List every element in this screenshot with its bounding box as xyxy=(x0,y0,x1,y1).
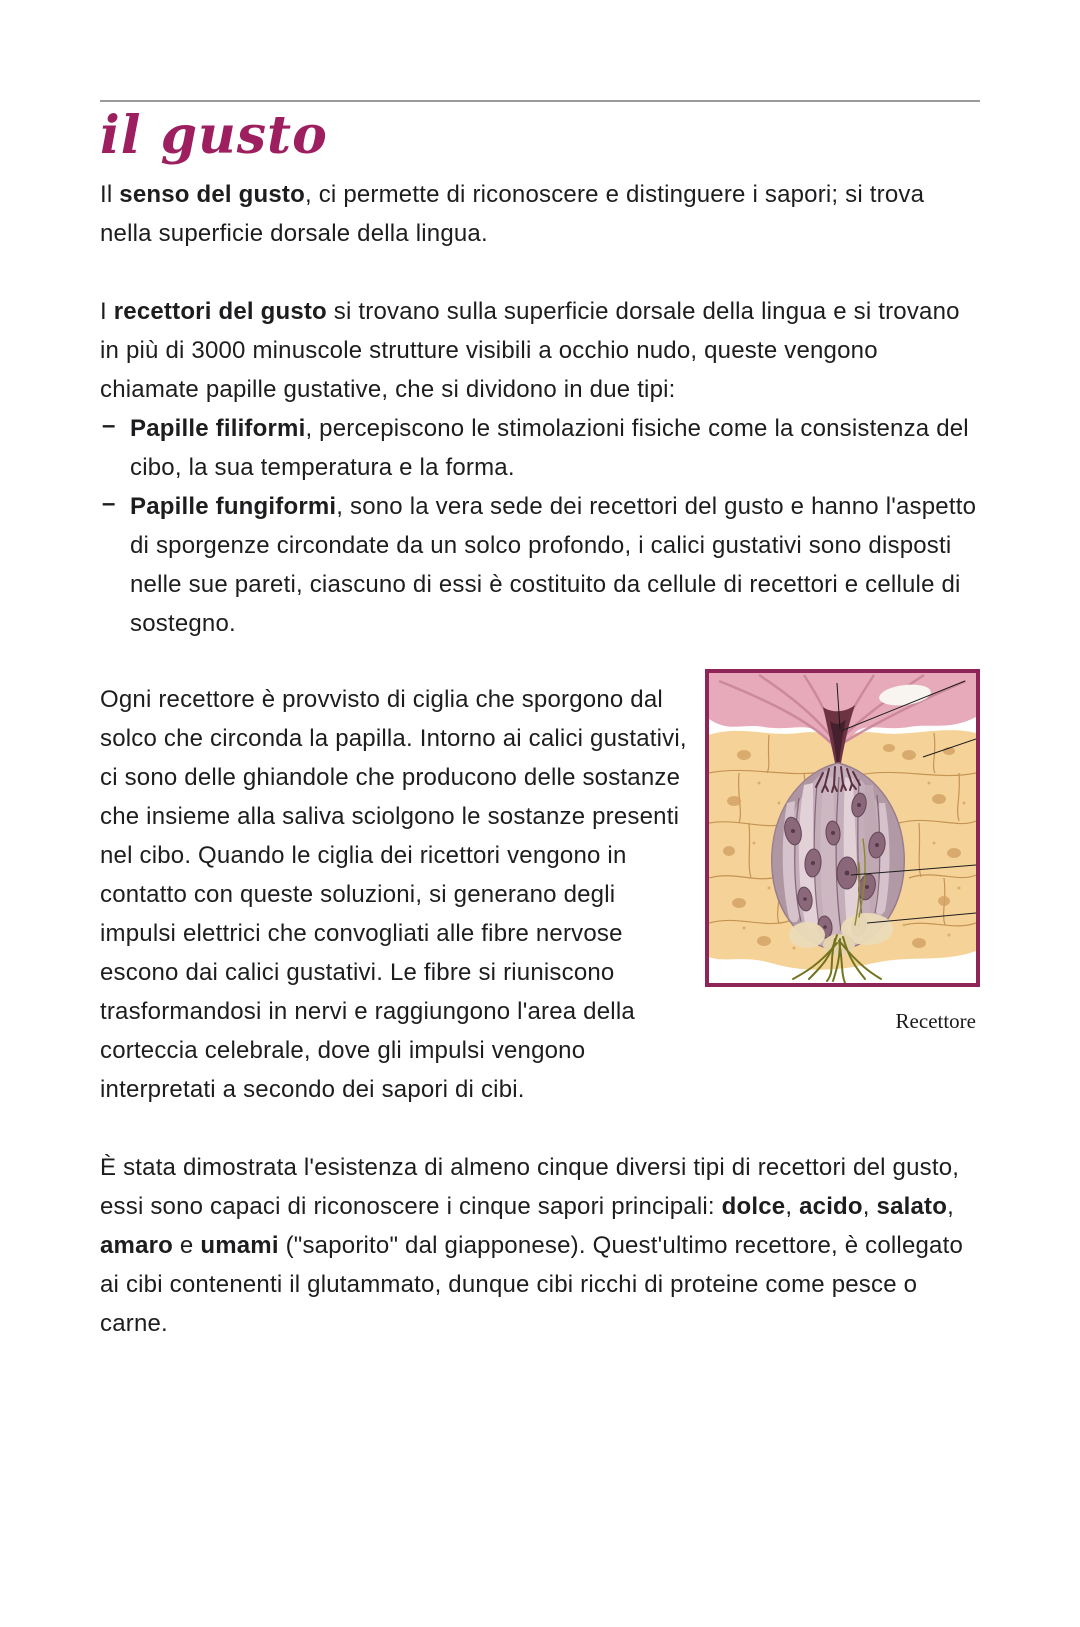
receptor-figure-frame xyxy=(705,669,980,987)
list-item-text: Papille filiformi, percepiscono le stimolazioni fisiche come la consistenza del cibo, la sua temperatura e la forma. xyxy=(130,415,969,481)
taste-bud-illustration xyxy=(709,673,976,983)
paragraph-intro: Il senso del gusto, ci permette di riconoscere e distinguere i sapori; si trova nella superficie dorsale della lingua. xyxy=(100,181,925,247)
receptor-figure xyxy=(705,669,980,1034)
list-item xyxy=(100,409,980,487)
dash-marker: – xyxy=(102,412,116,439)
top-divider xyxy=(100,100,980,102)
paragraph-receptors: I recettori del gusto si trovano sulla superficie dorsale della lingua e si trovano in più di 3000 minuscole strutture visibili a occhio nudo, queste vengono chiamate papille gustative, che si dividono in due tipi: xyxy=(100,298,960,403)
list-item xyxy=(100,487,980,643)
figure-caption: Recettore xyxy=(895,1009,976,1033)
page-title: il gusto xyxy=(100,105,328,166)
list-item-text: Papille fungiformi, sono la vera sede dei recettori del gusto e hanno l'aspetto di sporgenze circondate da un solco profondo, i calici gustativi sono disposti nelle sue pareti, ciascuno di essi è costituito da cellule di recettori e cellule di sostegno. xyxy=(130,493,977,637)
notes-page xyxy=(0,100,1080,1627)
bullet-list xyxy=(100,409,980,643)
text-and-figure-section xyxy=(100,669,980,1109)
dash-marker: – xyxy=(102,490,116,517)
paragraph-five-tastes: È stata dimostrata l'esistenza di almeno cinque diversi tipi di recettori del gusto, essi sono capaci di riconoscere i cinque sapori principali: dolce, acido, salato, amaro e umami ("saporito" dal giapponese). Quest'ultimo recettore, è collegato ai cibi contenenti il glutammato, dunque cibi ricchi di proteine come pesce o carne. xyxy=(100,1154,964,1337)
paragraph-cilia: Ogni recettore è provvisto di ciglia che sporgono dal solco che circonda la papilla. Intorno ai calici gustativi, ci sono delle ghiandole che producono delle sostanze che insieme alla saliva sciolgono le sostanze presenti nel cibo. Quando le ciglia dei ricettori vengono in contatto con queste soluzioni, si generano degli impulsi elettrici che convogliati alle fibre nervose escono dai calici gustativi. Le fibre si riuniscono trasformandosi in nervi e raggiungono l'area della corteccia celebrale, dove gli impulsi vengono interpretati a secondo dei sapori di cibi. xyxy=(100,686,687,1103)
